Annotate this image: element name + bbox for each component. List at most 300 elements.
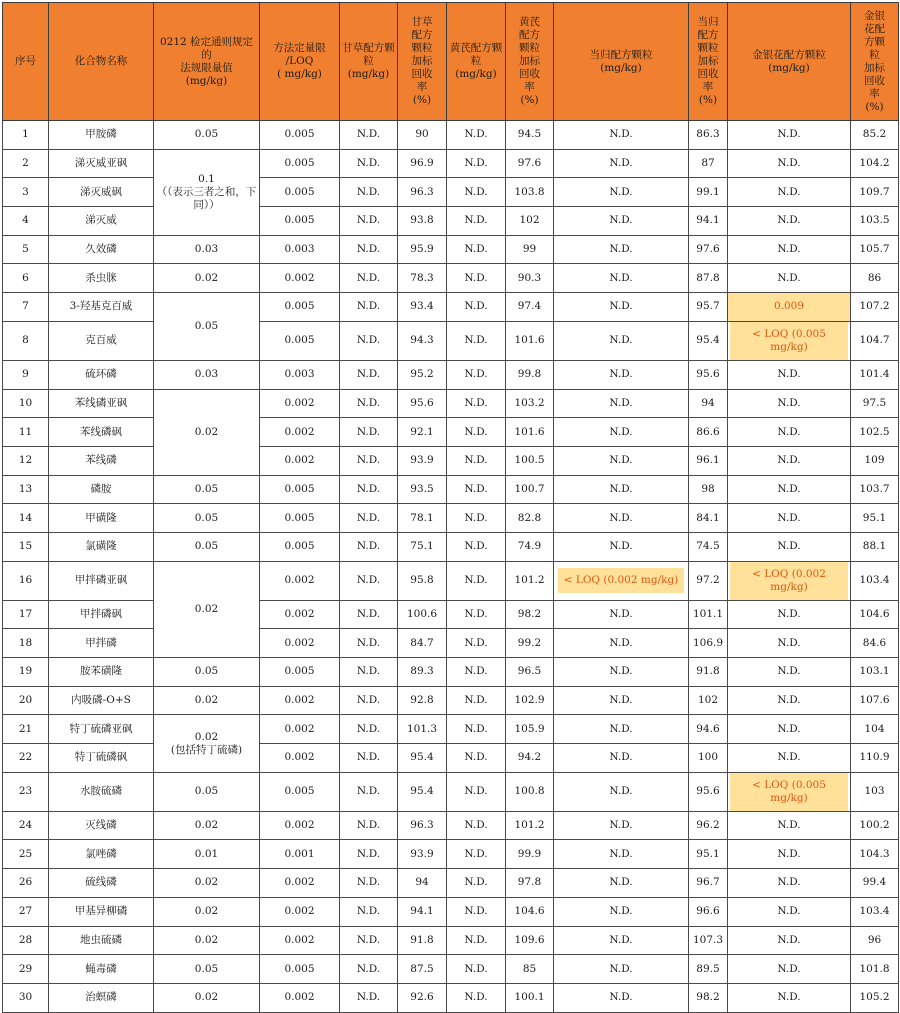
gancao-result: N.D. [340,772,398,811]
jinyinhua-recovery: 88.1 [851,532,899,561]
compound-name: 苯线磷亚砜 [49,389,154,418]
gancao-recovery: 101.3 [398,715,447,744]
regulatory-limit: 0.02 [154,264,260,293]
danggui-recovery: 98 [689,475,728,504]
table-row [3,840,899,869]
table-row [3,121,899,150]
gancao-result: N.D. [340,561,398,600]
huangqi-recovery: 90.3 [506,264,554,293]
method-loq: 0.003 [260,235,340,264]
regulatory-limit: 0.05 [154,532,260,561]
row-number: 19 [3,658,49,687]
danggui-result: N.D. [554,235,689,264]
jinyinhua-recovery: 107.2 [851,293,899,322]
header-cell: 当归配方颗粒 (mg/kg) [554,3,689,121]
danggui-recovery: 101.1 [689,600,728,629]
compound-name: 甲基异柳磷 [49,897,154,926]
row-number: 15 [3,532,49,561]
huangqi-recovery: 99.9 [506,840,554,869]
method-loq: 0.002 [260,629,340,658]
gancao-result: N.D. [340,532,398,561]
huangqi-recovery: 74.9 [506,532,554,561]
jinyinhua-recovery: 104.3 [851,840,899,869]
danggui-recovery: 100 [689,744,728,773]
table-row [3,207,899,236]
danggui-result: N.D. [554,811,689,840]
danggui-recovery: 94.1 [689,207,728,236]
table-row [3,686,899,715]
jinyinhua-recovery: 100.2 [851,811,899,840]
huangqi-recovery: 105.9 [506,715,554,744]
table-row [3,532,899,561]
gancao-result: N.D. [340,121,398,150]
compound-name: 涕灭威 [49,207,154,236]
gancao-recovery: 96.3 [398,811,447,840]
danggui-recovery: 97.6 [689,235,728,264]
gancao-recovery: 92.8 [398,686,447,715]
huangqi-recovery: 97.4 [506,293,554,322]
row-number: 18 [3,629,49,658]
danggui-result: N.D. [554,121,689,150]
danggui-recovery: 96.2 [689,811,728,840]
gancao-recovery: 91.8 [398,926,447,955]
gancao-recovery: 90 [398,121,447,150]
gancao-recovery: 100.6 [398,600,447,629]
compound-name: 甲磺隆 [49,504,154,533]
header-cell: 甘草配方颗粒 (mg/kg) [340,3,398,121]
gancao-recovery: 95.9 [398,235,447,264]
huangqi-recovery: 97.8 [506,869,554,898]
compound-name: 氯唑磷 [49,840,154,869]
danggui-result: N.D. [554,983,689,1012]
huangqi-recovery: 102.9 [506,686,554,715]
table-body [3,121,899,1013]
danggui-result: N.D. [554,869,689,898]
table-row [3,926,899,955]
method-loq: 0.001 [260,840,340,869]
regulatory-limit: 0.02 [154,926,260,955]
header-cell: 甘草 配方 颗粒 加标 回收 率 (%) [398,3,447,121]
huangqi-result: N.D. [447,715,506,744]
gancao-result: N.D. [340,360,398,389]
danggui-recovery: 95.7 [689,293,728,322]
header-cell: 序号 [3,3,49,121]
regulatory-limit: 0.02 [154,983,260,1012]
method-loq: 0.002 [260,686,340,715]
method-loq: 0.005 [260,207,340,236]
huangqi-result: N.D. [447,772,506,811]
huangqi-recovery: 94.5 [506,121,554,150]
row-number: 5 [3,235,49,264]
row-number: 30 [3,983,49,1012]
table-row [3,418,899,447]
huangqi-result: N.D. [447,235,506,264]
jinyinhua-recovery: 105.2 [851,983,899,1012]
header-cell: 方法定量限 /LOQ ( mg/kg) [260,3,340,121]
compound-name: 甲胺磷 [49,121,154,150]
gancao-recovery: 89.3 [398,658,447,687]
huangqi-result: N.D. [447,475,506,504]
table-row [3,149,899,178]
jinyinhua-result: N.D. [728,658,851,687]
danggui-recovery: 84.1 [689,504,728,533]
jinyinhua-recovery: 107.6 [851,686,899,715]
gancao-result: N.D. [340,264,398,293]
compound-name: 胺苯磺隆 [49,658,154,687]
header-cell: 金银花配方颗粒 (mg/kg) [728,3,851,121]
danggui-recovery: 97.2 [689,561,728,600]
compound-name: 特丁硫磷亚砜 [49,715,154,744]
gancao-result: N.D. [340,926,398,955]
method-loq: 0.005 [260,121,340,150]
danggui-recovery: 95.6 [689,360,728,389]
jinyinhua-result: N.D. [728,869,851,898]
gancao-result: N.D. [340,235,398,264]
jinyinhua-recovery: 84.6 [851,629,899,658]
row-number: 16 [3,561,49,600]
method-loq: 0.002 [260,389,340,418]
jinyinhua-recovery: 103.4 [851,561,899,600]
compound-name: 硫线磷 [49,869,154,898]
method-loq: 0.002 [260,446,340,475]
pesticide-residue-table [2,2,899,1013]
jinyinhua-recovery: 86 [851,264,899,293]
table-row [3,811,899,840]
danggui-recovery: 96.7 [689,869,728,898]
regulatory-limit: 0.1 （（表示三者之和，下同）） [154,149,260,235]
header-cell: 化合物名称 [49,3,154,121]
jinyinhua-recovery: 101.4 [851,360,899,389]
huangqi-result: N.D. [447,600,506,629]
huangqi-recovery: 99.8 [506,360,554,389]
compound-name: 灭线磷 [49,811,154,840]
regulatory-limit: 0.05 [154,955,260,984]
danggui-recovery: 95.6 [689,772,728,811]
danggui-result: N.D. [554,532,689,561]
huangqi-result: N.D. [447,446,506,475]
gancao-recovery: 95.2 [398,360,447,389]
danggui-recovery: 87 [689,149,728,178]
huangqi-recovery: 99.2 [506,629,554,658]
gancao-result: N.D. [340,955,398,984]
method-loq: 0.005 [260,955,340,984]
row-number: 12 [3,446,49,475]
danggui-result: N.D. [554,840,689,869]
gancao-result: N.D. [340,983,398,1012]
gancao-result: N.D. [340,686,398,715]
compound-name: 硫环磷 [49,360,154,389]
gancao-result: N.D. [340,600,398,629]
regulatory-limit: 0.03 [154,360,260,389]
method-loq: 0.005 [260,178,340,207]
method-loq: 0.005 [260,321,340,360]
row-number: 20 [3,686,49,715]
gancao-result: N.D. [340,897,398,926]
gancao-recovery: 92.1 [398,418,447,447]
jinyinhua-result: N.D. [728,121,851,150]
header-cell: 金银 花配 方颗 粒 加标 回收 率 (%) [851,3,899,121]
jinyinhua-result: N.D. [728,983,851,1012]
jinyinhua-result [728,293,851,322]
table-row [3,389,899,418]
danggui-result: N.D. [554,418,689,447]
row-number: 10 [3,389,49,418]
huangqi-result: N.D. [447,293,506,322]
jinyinhua-result: N.D. [728,811,851,840]
row-number: 8 [3,321,49,360]
jinyinhua-recovery: 104 [851,715,899,744]
gancao-recovery: 95.4 [398,744,447,773]
huangqi-result: N.D. [447,897,506,926]
compound-name: 久效磷 [49,235,154,264]
row-number: 14 [3,504,49,533]
danggui-result: N.D. [554,955,689,984]
huangqi-recovery: 101.6 [506,321,554,360]
table-row [3,235,899,264]
gancao-result: N.D. [340,869,398,898]
gancao-result: N.D. [340,293,398,322]
jinyinhua-recovery: 104.2 [851,149,899,178]
compound-name: 磷胺 [49,475,154,504]
compound-name: 甲拌磷 [49,629,154,658]
gancao-recovery: 94.1 [398,897,447,926]
header-cell: 黄芪 配方 颗粒 加标 回收 率 (%) [506,3,554,121]
danggui-result: N.D. [554,744,689,773]
method-loq: 0.005 [260,532,340,561]
jinyinhua-result: N.D. [728,178,851,207]
method-loq: 0.002 [260,561,340,600]
danggui-recovery: 99.1 [689,178,728,207]
method-loq: 0.003 [260,360,340,389]
jinyinhua-recovery: 104.7 [851,321,899,360]
gancao-result: N.D. [340,418,398,447]
jinyinhua-recovery: 103.1 [851,658,899,687]
jinyinhua-recovery: 102.5 [851,418,899,447]
huangqi-recovery: 96.5 [506,658,554,687]
huangqi-recovery: 98.2 [506,600,554,629]
huangqi-result: N.D. [447,178,506,207]
jinyinhua-result: N.D. [728,360,851,389]
jinyinhua-result: N.D. [728,389,851,418]
gancao-recovery: 96.3 [398,178,447,207]
regulatory-limit: 0.02 [154,561,260,657]
jinyinhua-result: N.D. [728,264,851,293]
row-number: 6 [3,264,49,293]
danggui-result: N.D. [554,178,689,207]
huangqi-result: N.D. [447,360,506,389]
header-row [3,3,899,121]
row-number: 29 [3,955,49,984]
huangqi-result: N.D. [447,955,506,984]
gancao-recovery: 93.5 [398,475,447,504]
danggui-recovery: 91.8 [689,658,728,687]
regulatory-limit: 0.02 [154,389,260,475]
row-number: 25 [3,840,49,869]
compound-name: 水胺硫磷 [49,772,154,811]
method-loq: 0.002 [260,869,340,898]
huangqi-result: N.D. [447,149,506,178]
gancao-result: N.D. [340,178,398,207]
compound-name: 3-羟基克百威 [49,293,154,322]
regulatory-limit: 0.02 [154,811,260,840]
huangqi-recovery: 103.8 [506,178,554,207]
jinyinhua-result: N.D. [728,897,851,926]
jinyinhua-result: N.D. [728,629,851,658]
jinyinhua-recovery: 105.7 [851,235,899,264]
row-number: 2 [3,149,49,178]
table-row [3,869,899,898]
table-row [3,504,899,533]
danggui-result: N.D. [554,658,689,687]
method-loq: 0.005 [260,475,340,504]
row-number: 3 [3,178,49,207]
huangqi-result: N.D. [447,561,506,600]
jinyinhua-recovery: 103.7 [851,475,899,504]
compound-name: 杀虫脒 [49,264,154,293]
gancao-recovery: 96.9 [398,149,447,178]
danggui-result: N.D. [554,293,689,322]
jinyinhua-result [728,772,851,811]
huangqi-recovery: 102 [506,207,554,236]
jinyinhua-result: N.D. [728,926,851,955]
gancao-recovery: 75.1 [398,532,447,561]
table-row [3,446,899,475]
compound-name: 治螟磷 [49,983,154,1012]
jinyinhua-result: N.D. [728,235,851,264]
jinyinhua-result [728,561,851,600]
table-row [3,321,899,360]
regulatory-limit: 0.02 [154,897,260,926]
huangqi-recovery: 100.1 [506,983,554,1012]
huangqi-result: N.D. [447,629,506,658]
danggui-result: N.D. [554,475,689,504]
method-loq: 0.002 [260,600,340,629]
jinyinhua-result: N.D. [728,955,851,984]
jinyinhua-result [728,321,851,360]
gancao-recovery: 84.7 [398,629,447,658]
jinyinhua-result: N.D. [728,600,851,629]
huangqi-result: N.D. [447,389,506,418]
gancao-result: N.D. [340,389,398,418]
row-number: 1 [3,121,49,150]
danggui-result: N.D. [554,772,689,811]
jinyinhua-recovery: 104.6 [851,600,899,629]
gancao-recovery: 94 [398,869,447,898]
table-row [3,264,899,293]
jinyinhua-result: N.D. [728,532,851,561]
huangqi-recovery: 97.6 [506,149,554,178]
jinyinhua-recovery: 95.1 [851,504,899,533]
method-loq: 0.005 [260,658,340,687]
row-number: 28 [3,926,49,955]
method-loq: 0.005 [260,293,340,322]
danggui-recovery: 74.5 [689,532,728,561]
jinyinhua-result: N.D. [728,744,851,773]
method-loq: 0.005 [260,504,340,533]
table-row [3,178,899,207]
compound-name: 苯线磷砜 [49,418,154,447]
danggui-recovery: 86.6 [689,418,728,447]
header-cell: 黄芪配方颗粒 (mg/kg) [447,3,506,121]
gancao-recovery: 78.3 [398,264,447,293]
jinyinhua-recovery: 101.8 [851,955,899,984]
regulatory-limit: 0.01 [154,840,260,869]
jinyinhua-recovery: 103.5 [851,207,899,236]
jinyinhua-recovery: 109 [851,446,899,475]
jinyinhua-recovery: 110.9 [851,744,899,773]
gancao-result: N.D. [340,475,398,504]
row-number: 4 [3,207,49,236]
method-loq: 0.002 [260,264,340,293]
danggui-recovery: 87.8 [689,264,728,293]
table-row [3,475,899,504]
table-row [3,629,899,658]
jinyinhua-recovery: 85.2 [851,121,899,150]
header-cell: 0212 检定通则规定的 法规限量值 (mg/kg) [154,3,260,121]
danggui-result: N.D. [554,264,689,293]
compound-name: 苯线磷 [49,446,154,475]
regulatory-limit: 0.02 (包括特丁硫磷) [154,715,260,772]
danggui-result: N.D. [554,389,689,418]
results-table-container [2,2,898,1013]
gancao-recovery: 93.8 [398,207,447,236]
huangqi-result: N.D. [447,983,506,1012]
row-number: 11 [3,418,49,447]
danggui-result: N.D. [554,629,689,658]
danggui-result: N.D. [554,504,689,533]
gancao-result: N.D. [340,149,398,178]
danggui-recovery: 96.1 [689,446,728,475]
regulatory-limit: 0.05 [154,772,260,811]
jinyinhua-result: N.D. [728,840,851,869]
danggui-result: N.D. [554,715,689,744]
huangqi-recovery: 101.2 [506,811,554,840]
danggui-result [554,561,689,600]
compound-name: 内吸磷-O+S [49,686,154,715]
danggui-recovery: 95.1 [689,840,728,869]
gancao-result: N.D. [340,321,398,360]
table-row [3,744,899,773]
jinyinhua-recovery: 103 [851,772,899,811]
jinyinhua-result: N.D. [728,149,851,178]
method-loq: 0.002 [260,926,340,955]
jinyinhua-result-highlight: < LOQ (0.005 mg/kg) [730,322,848,360]
danggui-recovery: 89.5 [689,955,728,984]
compound-name: 特丁硫磷砜 [49,744,154,773]
huangqi-result: N.D. [447,926,506,955]
table-row [3,715,899,744]
huangqi-result: N.D. [447,658,506,687]
jinyinhua-result: N.D. [728,715,851,744]
gancao-result: N.D. [340,715,398,744]
huangqi-result: N.D. [447,840,506,869]
huangqi-recovery: 109.6 [506,926,554,955]
danggui-result: N.D. [554,926,689,955]
huangqi-result: N.D. [447,207,506,236]
gancao-recovery: 93.9 [398,446,447,475]
gancao-result: N.D. [340,629,398,658]
danggui-result-highlight: < LOQ (0.002 mg/kg) [558,568,685,593]
compound-name: 蝇毒磷 [49,955,154,984]
gancao-recovery: 93.9 [398,840,447,869]
row-number: 21 [3,715,49,744]
jinyinhua-result: N.D. [728,207,851,236]
huangqi-recovery: 99 [506,235,554,264]
huangqi-result: N.D. [447,121,506,150]
table-row [3,955,899,984]
table-row [3,983,899,1012]
gancao-recovery: 93.4 [398,293,447,322]
